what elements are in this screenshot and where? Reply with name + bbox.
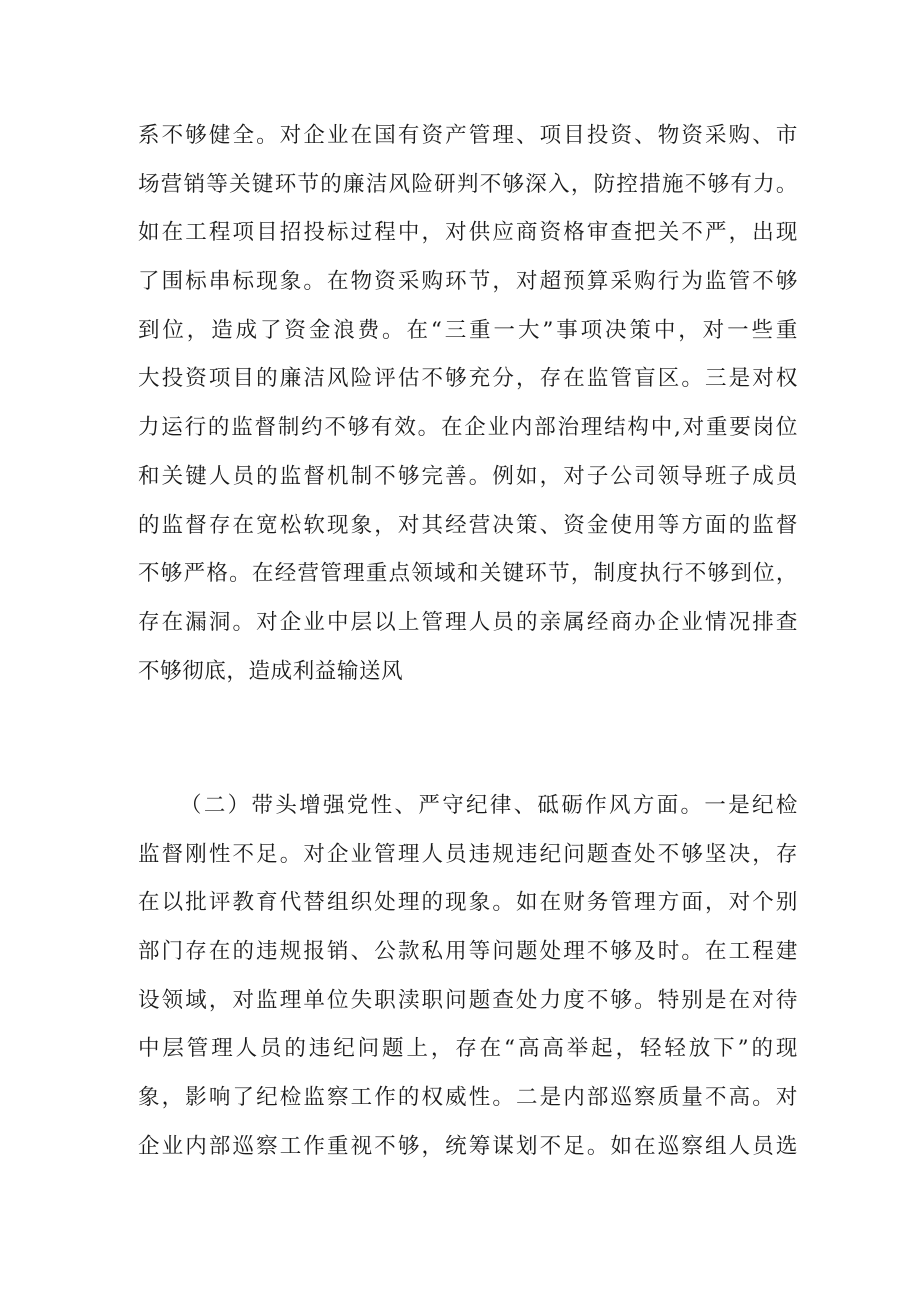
text-line: 设领域，对监理单位失职渎职问题查处力度不够。特别是在对待 [138,987,798,1013]
text-line: 象，影响了纪检监察工作的权威性。二是内部巡察质量不高。对 [138,1085,798,1111]
text-line: 和关键人员的监督机制不够完善。例如，对子公司领导班子成员 [138,463,798,489]
text-line: 大投资项目的廉洁风险评估不够充分，存在监管盲区。三是对权 [138,366,798,392]
text-line: 监督刚性不足。对企业管理人员违规违纪问题查处不够坚决，存 [138,841,798,867]
text-line: 企业内部巡察工作重视不够，统筹谋划不足。如在巡察组人员选 [138,1133,798,1159]
text-line: 的监督存在宽松软现象，对其经营决策、资金使用等方面的监督 [138,512,798,538]
text-line: 系不够健全。对企业在国有资产管理、项目投资、物资采购、市 [138,123,798,148]
text-line: 不够严格。在经营管理重点领域和关键环节，制度执行不够到位， [138,561,798,587]
text-line: 了围标串标现象。在物资采购环节，对超预算采购行为监管不够 [138,269,798,295]
text-line: （二）带头增强党性、严守纪律、砥砺作风方面。一是纪检 [180,793,798,818]
text-line: 部门存在的违规报销、公款私用等问题处理不够及时。在工程建 [138,939,798,965]
paragraph-2 [138,782,798,1172]
paragraph-1 [138,112,798,696]
text-line: 如在工程项目招投标过程中，对供应商资格审查把关不严，出现 [138,220,798,246]
text-line: 在以批评教育代替组织处理的现象。如在财务管理方面，对个别 [138,890,798,916]
text-line: 力运行的监督制约不够有效。在企业内部治理结构中,对重要岗位 [138,415,798,441]
text-line: 场营销等关键环节的廉洁风险研判不够深入，防控措施不够有力。 [138,171,798,197]
text-line: 不够彻底，造成利益输送风 [138,658,404,684]
text-line: 中层管理人员的违纪问题上，存在“高高举起，轻轻放下”的现 [138,1036,798,1062]
text-line: 存在漏洞。对企业中层以上管理人员的亲属经商办企业情况排查 [138,609,798,635]
text-line: 到位，造成了资金浪费。在“三重一大”事项决策中，对一些重 [138,317,798,343]
